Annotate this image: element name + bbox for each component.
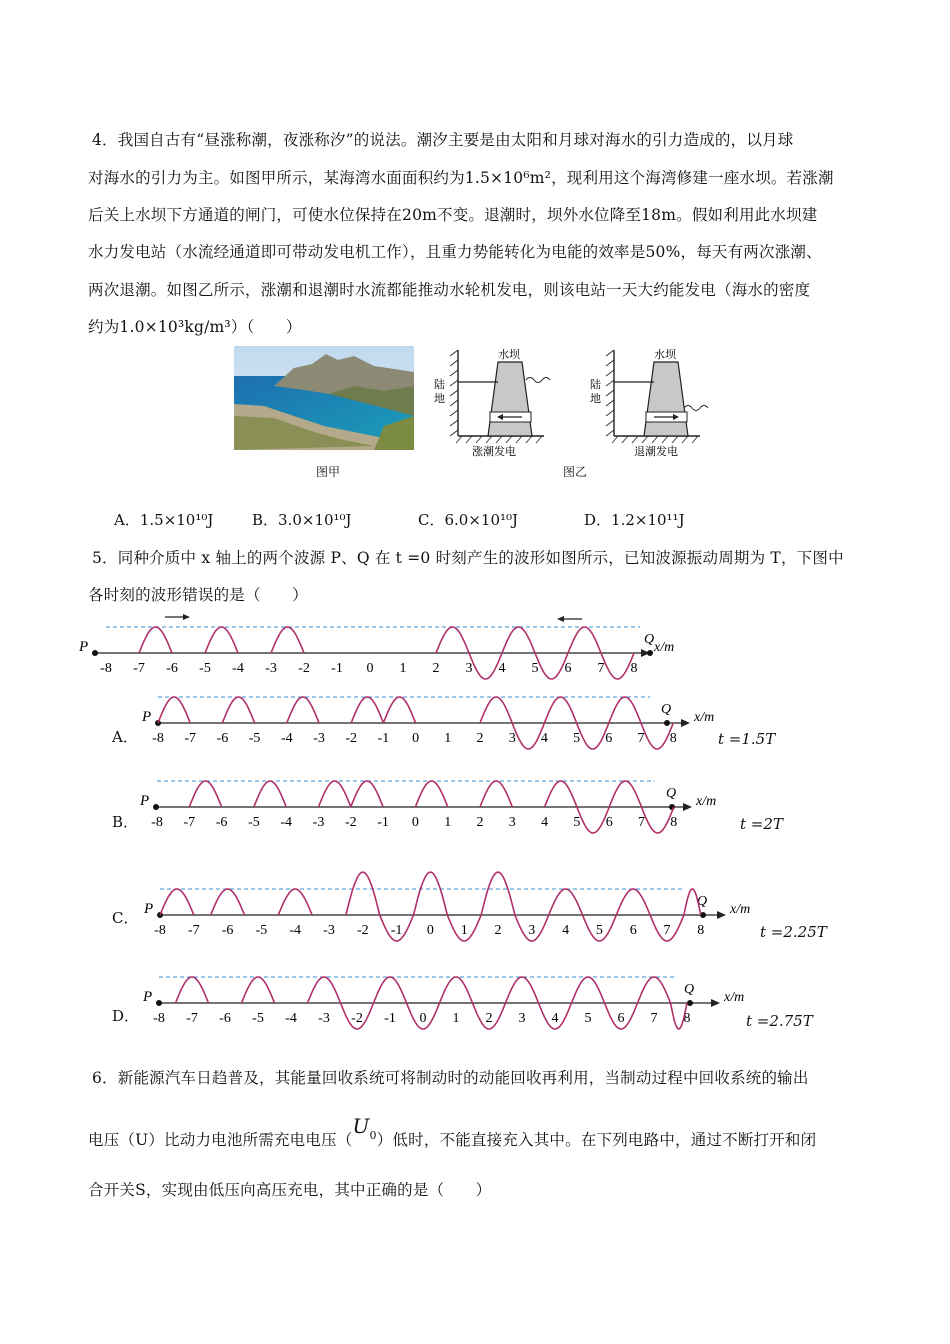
tick-label: 4 — [551, 1011, 559, 1026]
tick-label: -1 — [377, 731, 390, 746]
tick-label: -8 — [151, 815, 163, 830]
tick-label: 4 — [540, 731, 548, 746]
wave-segment — [374, 977, 407, 1003]
tick-label: 1 — [460, 923, 468, 938]
time-label-b: t =2T — [740, 815, 783, 833]
tick-label: 6 — [564, 661, 572, 676]
tick-label: 3 — [508, 815, 516, 830]
tick-label: 0 — [426, 923, 434, 938]
source-p-label: P — [142, 709, 152, 725]
axis-arrow-icon — [717, 911, 726, 919]
wave-segment — [684, 889, 701, 915]
wave-segment — [271, 627, 304, 653]
wave-segment — [440, 977, 473, 1003]
tick-label: 2 — [485, 1011, 493, 1026]
source-q-label: Q — [697, 894, 708, 909]
axis-label: x/m — [730, 902, 751, 917]
dam-diagram — [430, 344, 720, 460]
tick-label: 1 — [452, 1011, 460, 1026]
u0-symbol: U — [352, 1114, 370, 1138]
wave-segment — [568, 627, 601, 653]
source-q-label: Q — [666, 786, 677, 801]
tick-label: -2 — [356, 923, 369, 938]
tick-label: -2 — [344, 815, 357, 830]
wave-segment — [577, 723, 609, 749]
tick-label: -2 — [345, 731, 358, 746]
tick-label: -4 — [232, 661, 244, 676]
source-q-dot — [647, 650, 653, 656]
tick-label: -5 — [248, 731, 261, 746]
axis-label: x/m — [694, 710, 715, 725]
source-q-label: Q — [661, 702, 672, 717]
source-q-label: Q — [644, 632, 655, 647]
q5-option-a[interactable]: A． — [112, 728, 138, 746]
q6-line-2 — [88, 1114, 817, 1150]
tick-label: 4 — [498, 661, 506, 676]
tick-label: -3 — [265, 661, 277, 676]
source-q-dot — [664, 720, 670, 726]
q4-line-6: 约为1.0×10³kg/m³）（ ） — [88, 318, 302, 336]
tick-label: -7 — [184, 731, 197, 746]
tick-label: -4 — [289, 923, 302, 938]
q6-line-1: 6．新能源汽车日趋普及，其能量回收系统可将制动时的动能回收再利用，当制动过程中回收系统的输出 — [92, 1069, 809, 1087]
tick-label: 0 — [411, 815, 419, 830]
tick-label: -6 — [219, 1011, 231, 1026]
wave-segment — [572, 977, 605, 1003]
source-p-label: P — [140, 793, 150, 809]
tick-label: 3 — [528, 923, 536, 938]
tick-label: -5 — [252, 1011, 264, 1026]
q5-option-b[interactable]: B． — [112, 813, 139, 831]
q4-option-b[interactable]: B．3.0×10¹⁰J — [252, 511, 352, 529]
q4-line-5: 两次退潮。如图乙所示，涨潮和退潮时水流都能推动水轮机发电，则该电站一天大约能发电（海水的密度 — [88, 281, 811, 299]
tick-label: 0 — [419, 1011, 427, 1026]
tick-label: -7 — [183, 815, 196, 830]
tick-label: -7 — [186, 1011, 198, 1026]
tick-label: -6 — [216, 731, 229, 746]
time-label-a: t =1.5T — [718, 730, 776, 748]
tick-label: 0 — [412, 731, 420, 746]
wave-segment — [609, 781, 641, 807]
wave-segment — [242, 977, 275, 1003]
wave-segment — [176, 977, 209, 1003]
q4-line-2: 对海水的引力为主。如图甲所示，某海湾水面面积约为1.5×10⁶m²，现利用这个海湾修建一座水坝。若涨潮 — [88, 169, 834, 187]
tick-label: -3 — [318, 1011, 330, 1026]
tick-label: -8 — [153, 1011, 165, 1026]
fig-b-caption: 图乙 — [563, 465, 588, 479]
coastline-photo — [234, 346, 414, 450]
tick-label: 8 — [669, 731, 677, 746]
wave-segment — [642, 807, 674, 833]
axis-arrow-icon — [711, 999, 720, 1007]
tick-label: 3 — [465, 661, 473, 676]
wave-segment — [287, 697, 319, 723]
q6-line-3: 合开关S，实现由低压向高压充电，其中正确的是（ ） — [88, 1181, 492, 1199]
tick-label: 2 — [476, 815, 484, 830]
tick-label: 6 — [605, 731, 613, 746]
tick-label: -1 — [377, 815, 389, 830]
wave-segment — [139, 627, 172, 653]
tick-label: 6 — [617, 1011, 625, 1026]
source-p-label: P — [144, 901, 154, 917]
wave-segment — [506, 977, 539, 1003]
wave-segment — [601, 653, 634, 679]
time-label-c: t =2.25T — [760, 923, 827, 941]
wave-segment — [254, 781, 286, 807]
dam-rising-tide — [434, 347, 550, 458]
tick-label: 8 — [630, 661, 638, 676]
wave-segment — [160, 889, 194, 915]
wave-segment — [278, 889, 312, 915]
dam-label-2: 水坝 — [654, 349, 676, 361]
source-p-dot — [153, 804, 159, 810]
land-label-a: 陆 — [434, 379, 445, 391]
source-p-dot — [156, 1000, 162, 1006]
wave-segment — [512, 723, 544, 749]
tick-label: -5 — [248, 815, 260, 830]
axis-arrow-icon — [681, 719, 690, 727]
q5-option-d[interactable]: D． — [112, 1007, 140, 1025]
tick-label: -1 — [390, 923, 403, 938]
u0-subscript: 0 — [369, 1129, 377, 1142]
q6-line-2-post: ）低时，不能直接充入其中。在下列电路中，通过不断打开和闭 — [376, 1131, 817, 1149]
source-p-label: P — [79, 639, 89, 655]
axis-label: x/m — [724, 990, 745, 1005]
tick-label: 7 — [597, 661, 605, 676]
tick-label: 5 — [584, 1011, 592, 1026]
tick-label: -1 — [384, 1011, 396, 1026]
tick-label: 6 — [629, 923, 637, 938]
wave-segment — [469, 653, 502, 679]
q4-line-3: 后关上水坝下方通道的闸门，可使水位保持在20m不变。退潮时，坝外水位降至18m。假如利用此水坝建 — [88, 206, 818, 224]
land-label-d: 地 — [590, 393, 601, 405]
tick-label: 7 — [638, 815, 645, 830]
tick-label: 5 — [573, 731, 581, 746]
tick-label: 2 — [432, 661, 440, 676]
wave-segment — [535, 653, 568, 679]
q5-option-c[interactable]: C． — [112, 909, 139, 927]
dam-falling-tide — [590, 347, 708, 458]
wave-segment — [414, 872, 448, 915]
wave-segment — [638, 977, 671, 1003]
land-label-b: 地 — [434, 393, 445, 405]
tick-label: 0 — [366, 661, 374, 676]
wave-segment — [351, 697, 383, 723]
wave-segment — [480, 697, 512, 723]
tick-label: 3 — [508, 731, 516, 746]
tick-label: -5 — [255, 923, 268, 938]
tick-label: -1 — [331, 661, 343, 676]
wave-segment — [189, 781, 221, 807]
tick-label: 5 — [573, 815, 581, 830]
tick-label: 4 — [541, 815, 549, 830]
tick-label: -2 — [298, 661, 310, 676]
tick-label: -8 — [100, 661, 112, 676]
wave-segment — [545, 781, 577, 807]
tick-label: 7 — [650, 1011, 658, 1026]
q4-line-4: 水力发电站（水流经通道即可带动发电机工作），且重力势能转化为电能的效率是50%，每天有两次涨潮、 — [88, 243, 822, 261]
fall-caption: 退潮发电 — [634, 446, 678, 458]
wave-row-initial — [78, 627, 674, 679]
tick-label: -8 — [154, 923, 166, 938]
tick-label: 6 — [605, 815, 613, 830]
wave-segment — [383, 697, 415, 723]
tick-label: -4 — [280, 731, 293, 746]
tick-label: -8 — [152, 731, 164, 746]
q6-line-2-pre: 电压（U）比动力电池所需充电电压（ — [88, 1131, 353, 1149]
axis-label: x/m — [654, 640, 675, 655]
source-q-label: Q — [684, 982, 695, 997]
tick-label: 7 — [637, 731, 645, 746]
wave-segment — [205, 627, 238, 653]
tick-label: 2 — [494, 923, 502, 938]
wave-segment — [351, 781, 383, 807]
wave-segment — [211, 889, 245, 915]
tick-label: -2 — [351, 1011, 363, 1026]
wave-diagrams — [0, 600, 950, 1040]
wave-segment — [308, 977, 341, 1003]
tick-label: -6 — [215, 815, 228, 830]
wave-segment — [549, 889, 583, 915]
tick-label: 8 — [670, 815, 678, 830]
tick-label: 5 — [531, 661, 539, 676]
tick-label: 1 — [399, 661, 407, 676]
arrow-right-icon — [183, 614, 190, 620]
q5-line-2: 各时刻的波形错误的是（ ） — [88, 586, 308, 604]
tick-label: -7 — [133, 661, 145, 676]
tick-label: -7 — [187, 923, 200, 938]
tick-label: 7 — [663, 923, 671, 938]
wave-segment — [346, 872, 380, 915]
q5-line-1: 5．同种介质中 x 轴上的两个波源 P、Q 在 t =0 时刻产生的波形如图所示，已知波源振动周期为 T，下图中 — [92, 549, 844, 567]
wave-segment — [609, 697, 641, 723]
tick-label: -4 — [280, 815, 293, 830]
tick-label: -4 — [285, 1011, 297, 1026]
tick-label: -3 — [323, 923, 335, 938]
source-p-dot — [92, 650, 98, 656]
tick-label: 1 — [444, 815, 452, 830]
wave-segment — [222, 697, 254, 723]
tick-label: -5 — [199, 661, 211, 676]
arrow-left-icon — [557, 616, 564, 622]
wave-segment — [502, 627, 535, 653]
tick-label: -3 — [312, 815, 325, 830]
fig-a-caption: 图甲 — [316, 465, 341, 479]
tick-label: 4 — [562, 923, 570, 938]
wave-row-d — [142, 977, 744, 1029]
q4-option-a[interactable]: A．1.5×10¹⁰J — [114, 511, 214, 529]
q4-line-1: 4．我国自古有“昼涨称潮，夜涨称汐”的说法。潮汐主要是由太阳和月球对海水的引力造成的，以月球 — [92, 131, 794, 149]
wave-segment — [480, 781, 512, 807]
source-p-label: P — [143, 989, 153, 1005]
source-q-dot — [669, 804, 675, 810]
q4-option-d[interactable]: D．1.2×10¹¹J — [584, 511, 685, 529]
axis-label: x/m — [696, 794, 717, 809]
tick-label: 1 — [444, 731, 452, 746]
tick-label: 2 — [476, 731, 484, 746]
wave-row-c — [143, 872, 750, 941]
rise-caption: 涨潮发电 — [472, 446, 516, 458]
tick-label: -3 — [313, 731, 325, 746]
wave-segment — [544, 697, 576, 723]
tick-label: -6 — [166, 661, 178, 676]
tick-label: 8 — [683, 1011, 691, 1026]
time-label-d: t =2.75T — [746, 1012, 813, 1030]
dam-label-1: 水坝 — [498, 349, 520, 361]
wave-row-a — [141, 697, 714, 749]
wave-segment — [481, 872, 515, 915]
wave-segment — [616, 889, 650, 915]
wave-segment — [577, 807, 609, 833]
land-label-c: 陆 — [590, 379, 601, 391]
q4-option-c[interactable]: C．6.0×10¹⁰J — [418, 511, 519, 529]
tick-label: 5 — [595, 923, 603, 938]
wave-segment — [436, 627, 469, 653]
tick-label: -6 — [221, 923, 234, 938]
source-q-dot — [687, 1000, 693, 1006]
tick-label: 8 — [697, 923, 705, 938]
wave-segment — [641, 723, 673, 749]
axis-arrow-icon — [683, 803, 692, 811]
wave-segment — [158, 697, 190, 723]
tick-label: 3 — [518, 1011, 526, 1026]
wave-segment — [415, 781, 447, 807]
wave-segment — [319, 781, 351, 807]
wave-row-b — [139, 781, 716, 833]
